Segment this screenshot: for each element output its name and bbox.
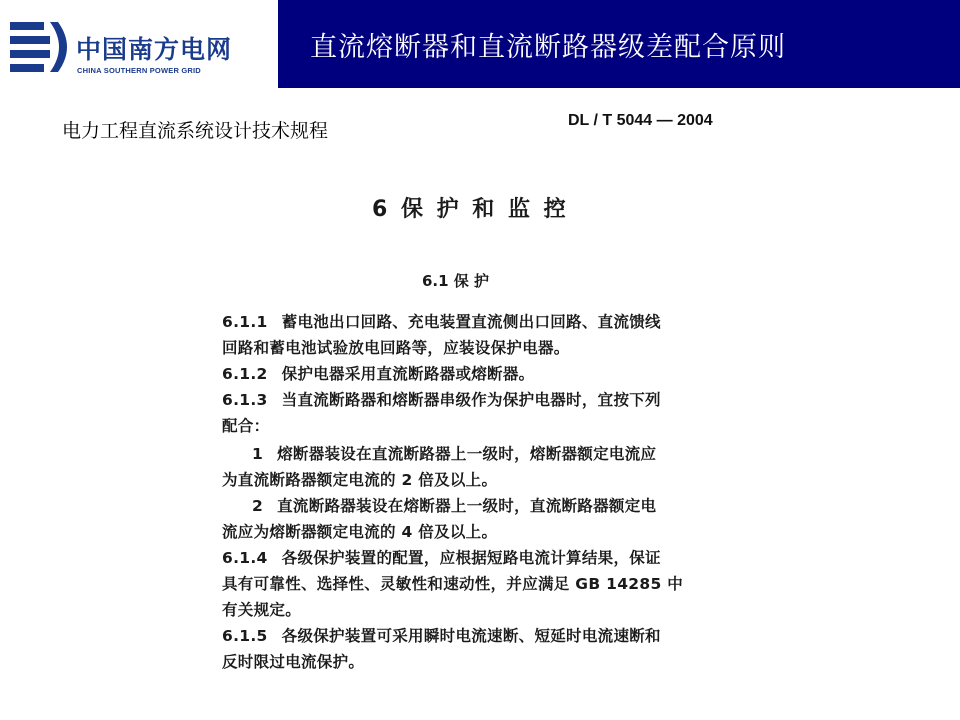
clause-number: 6.1.4: [222, 549, 268, 567]
logo-english-text: CHINA SOUTHERN POWER GRID: [77, 66, 201, 75]
clause-text: 有关规定。: [222, 601, 302, 619]
clause-line: [222, 546, 661, 568]
section-heading: 6.1 保 护: [422, 272, 490, 290]
clause-number: 6.1.5: [222, 627, 268, 645]
page-title: 直流熔断器和直流断路器级差配合原则: [310, 31, 786, 63]
clause-line: [222, 520, 497, 542]
item-number: 2: [252, 497, 264, 515]
power-grid-logo-icon: [10, 22, 70, 72]
clause-number: 6.1.2: [222, 365, 268, 383]
clause-line: [222, 310, 661, 332]
clause-line: [222, 388, 661, 410]
clause-text: 回路和蓄电池试验放电回路等，应装设保护电器。: [222, 339, 570, 357]
clause-line: [222, 624, 661, 646]
header: [0, 0, 960, 88]
clause-line: [222, 336, 570, 358]
chapter-heading: 6 保 护 和 监 控: [372, 197, 569, 222]
logo: [0, 0, 278, 88]
clause-line: [252, 494, 656, 516]
standard-code: DL / T 5044 — 2004: [568, 112, 713, 129]
clause-number: 6.1.1: [222, 313, 268, 331]
clause-text: 为直流断路器额定电流的 2 倍及以上。: [222, 471, 498, 489]
clause-text: 反时限过电流保护。: [222, 653, 365, 671]
clause-line: [222, 362, 534, 384]
clause-line: [222, 468, 497, 490]
clause-text: 直流断路器装设在熔断器上一级时，直流断路器额定电: [277, 497, 657, 515]
clause-text: 蓄电池出口回路、充电装置直流侧出口回路、直流馈线: [281, 313, 661, 331]
document-subtitle: 电力工程直流系统设计技术规程: [62, 120, 329, 142]
clause-text: 熔断器装设在直流断路器上一级时，熔断器额定电流应: [277, 445, 657, 463]
clause-line: [222, 572, 683, 594]
clause-number: 6.1.3: [222, 391, 268, 409]
clause-text: 各级保护装置可采用瞬时电流速断、短延时电流速断和: [281, 627, 661, 645]
logo-chinese-text: 中国南方电网: [76, 35, 233, 64]
clause-text: 配合：: [222, 417, 270, 435]
clause-text: 保护电器采用直流断路器或熔断器。: [281, 365, 535, 383]
title-bar: [278, 0, 960, 88]
clause-line: [252, 442, 656, 464]
clause-line: [222, 650, 364, 672]
item-number: 1: [252, 445, 264, 463]
clause-text: 当直流断路器和熔断器串级作为保护电器时，宜按下列: [281, 391, 661, 409]
clause-text: 具有可靠性、选择性、灵敏性和速动性，并应满足 GB 14285 中: [222, 575, 684, 593]
clause-text: 流应为熔断器额定电流的 4 倍及以上。: [222, 523, 498, 541]
clause-line: [222, 598, 301, 620]
clause-line: [222, 414, 269, 436]
clause-text: 各级保护装置的配置，应根据短路电流计算结果，保证: [281, 549, 661, 567]
